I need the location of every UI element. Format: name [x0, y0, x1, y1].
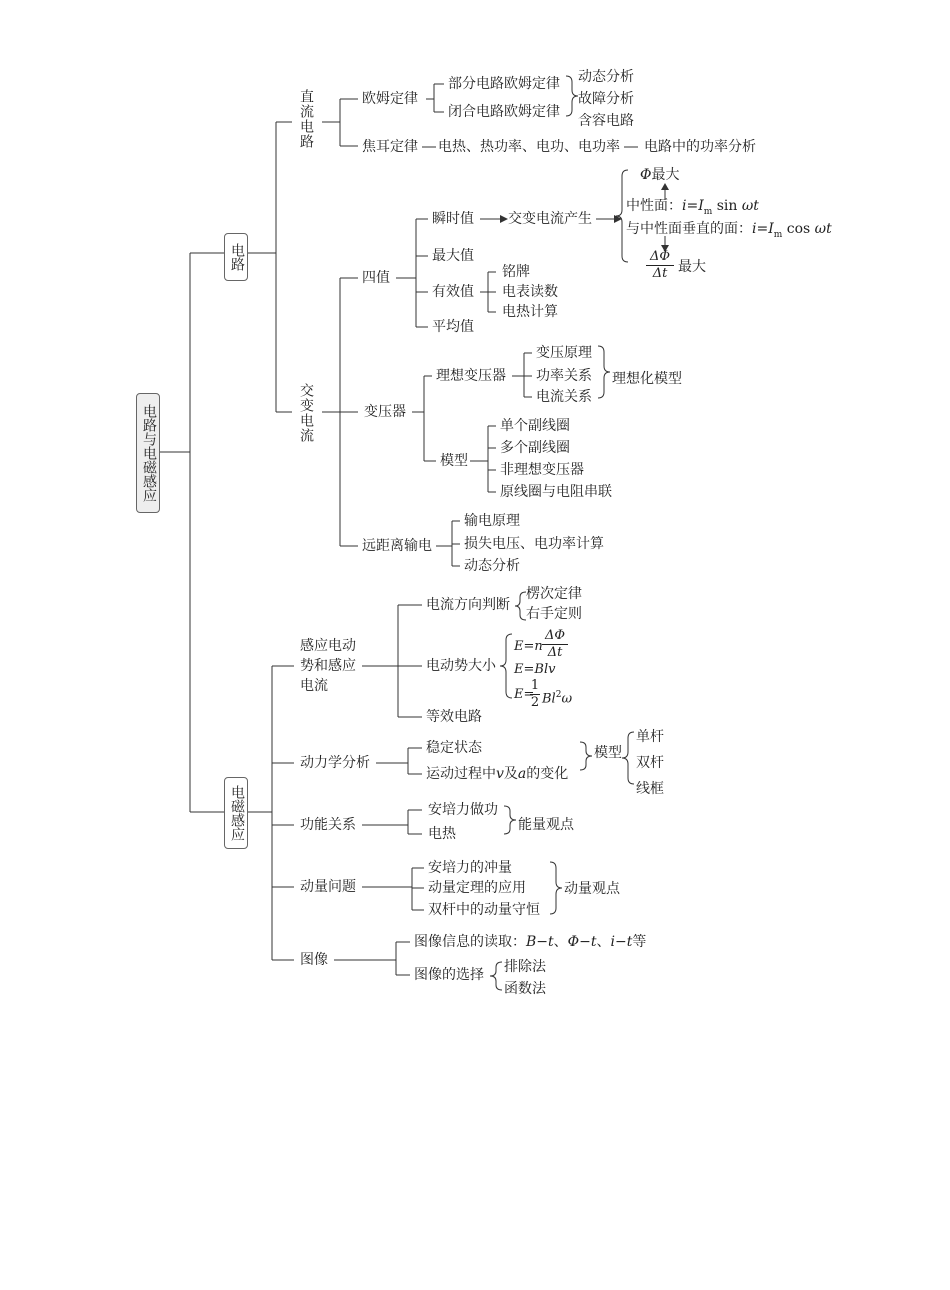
ac-node: 交变电流: [298, 383, 314, 443]
ac-generation: 交变电流产生: [508, 211, 592, 227]
graph-read: 图像信息的读取：B−t、Φ−t、i−t等: [414, 934, 647, 950]
current-direction: 电流方向判断: [426, 597, 510, 613]
dynamics-model: 模型: [594, 745, 622, 761]
single-rod: 单杆: [636, 729, 664, 745]
joule-law: 焦耳定律: [362, 139, 418, 155]
induction-line-1: 感应电动: [300, 638, 356, 654]
joule-items: 电热、热功率、电功、电功率: [438, 139, 620, 155]
transmission: 远距离输电: [362, 538, 432, 554]
motion-change: 运动过程中v及a的变化: [426, 766, 569, 782]
model-item-4: 原线圈与电阻串联: [500, 484, 612, 500]
ohm-app-3: 含容电路: [578, 113, 634, 129]
momentum-item-2: 动量定理的应用: [428, 880, 526, 896]
effective-item-3: 电热计算: [502, 304, 558, 320]
neutral-plane: 中性面：$i=I_m$ sin ωt: [626, 198, 759, 217]
emf-formula-3: E=: [514, 687, 535, 702]
graph-select: 图像的选择: [414, 967, 484, 983]
em-node: 电磁感应: [224, 777, 248, 849]
effective-item-1: 铭牌: [502, 264, 530, 280]
exclusion-method: 排除法: [504, 959, 546, 975]
momentum-view: 动量观点: [564, 881, 620, 897]
emf-formula-1: E=n: [514, 639, 543, 654]
flux-rate: ΔΦ Δt: [646, 250, 674, 281]
transformer: 变压器: [364, 404, 406, 420]
joule-heat: 电热: [428, 826, 456, 842]
function-method: 函数法: [504, 981, 546, 997]
model-item-2: 多个副线圈: [500, 440, 570, 456]
ohm-app-1: 动态分析: [578, 69, 634, 85]
ohm-law: 欧姆定律: [362, 91, 418, 107]
induction-line-2: 势和感应: [300, 658, 356, 674]
transformer-model: 模型: [440, 453, 468, 469]
emf-formula-3-tail: Bl$^2$ω: [542, 690, 573, 707]
joule-result: 电路中的功率分析: [644, 139, 756, 155]
ideal-item-2: 功率关系: [536, 368, 592, 384]
effective-value: 有效值: [432, 284, 474, 300]
wire-frame: 线框: [636, 781, 664, 797]
steady-state: 稳定状态: [426, 740, 482, 756]
max-value: 最大值: [432, 248, 474, 264]
four-values: 四值: [362, 270, 390, 286]
ohm-app-2: 故障分析: [578, 91, 634, 107]
double-rod: 双杆: [636, 755, 664, 771]
instant-value: 瞬时值: [432, 211, 474, 227]
equivalent-circuit: 等效电路: [426, 709, 482, 725]
graph: 图像: [300, 952, 328, 968]
partial-ohm: 部分电路欧姆定律: [448, 76, 560, 92]
emf-formula-3-frac: 1 2: [530, 678, 540, 710]
ideal-item-3: 电流关系: [536, 389, 592, 405]
ideal-transformer: 理想变压器: [436, 368, 506, 384]
flux-rate-max: 最大: [678, 259, 706, 275]
trans-item-1: 输电原理: [464, 513, 520, 529]
momentum-item-1: 安培力的冲量: [428, 860, 512, 876]
ideal-item-1: 变压原理: [536, 345, 592, 361]
trans-item-3: 动态分析: [464, 558, 520, 574]
emf-size: 电动势大小: [426, 658, 496, 674]
closed-ohm: 闭合电路欧姆定律: [448, 104, 560, 120]
ideal-model: 理想化模型: [612, 371, 682, 387]
lenz-law: 楞次定律: [526, 586, 582, 602]
right-hand-rule: 右手定则: [526, 606, 582, 622]
dc-node: 直流电路: [298, 89, 314, 149]
circuit-node: 电路: [224, 233, 248, 281]
model-item-1: 单个副线圈: [500, 418, 570, 434]
phi-max: Φ最大: [640, 167, 680, 183]
effective-item-2: 电表读数: [502, 284, 558, 300]
energy-relation: 功能关系: [300, 817, 356, 833]
emf-formula-1-frac: ΔΦ Δt: [542, 629, 568, 660]
dynamics-analysis: 动力学分析: [300, 755, 370, 771]
average-value: 平均值: [432, 319, 474, 335]
emf-formula-2: E=Blv: [514, 662, 556, 677]
momentum-item-3: 双杆中的动量守恒: [428, 902, 540, 918]
perp-plane: 与中性面垂直的面：$i=I_m$ cos ωt: [626, 221, 832, 240]
energy-view: 能量观点: [518, 817, 574, 833]
root-node: 电路与电磁感应: [136, 393, 160, 513]
momentum-problem: 动量问题: [300, 879, 356, 895]
ampere-work: 安培力做功: [428, 802, 498, 818]
trans-item-2: 损失电压、电功率计算: [464, 536, 604, 552]
induction-line-3: 电流: [300, 678, 328, 694]
model-item-3: 非理想变压器: [500, 462, 584, 478]
